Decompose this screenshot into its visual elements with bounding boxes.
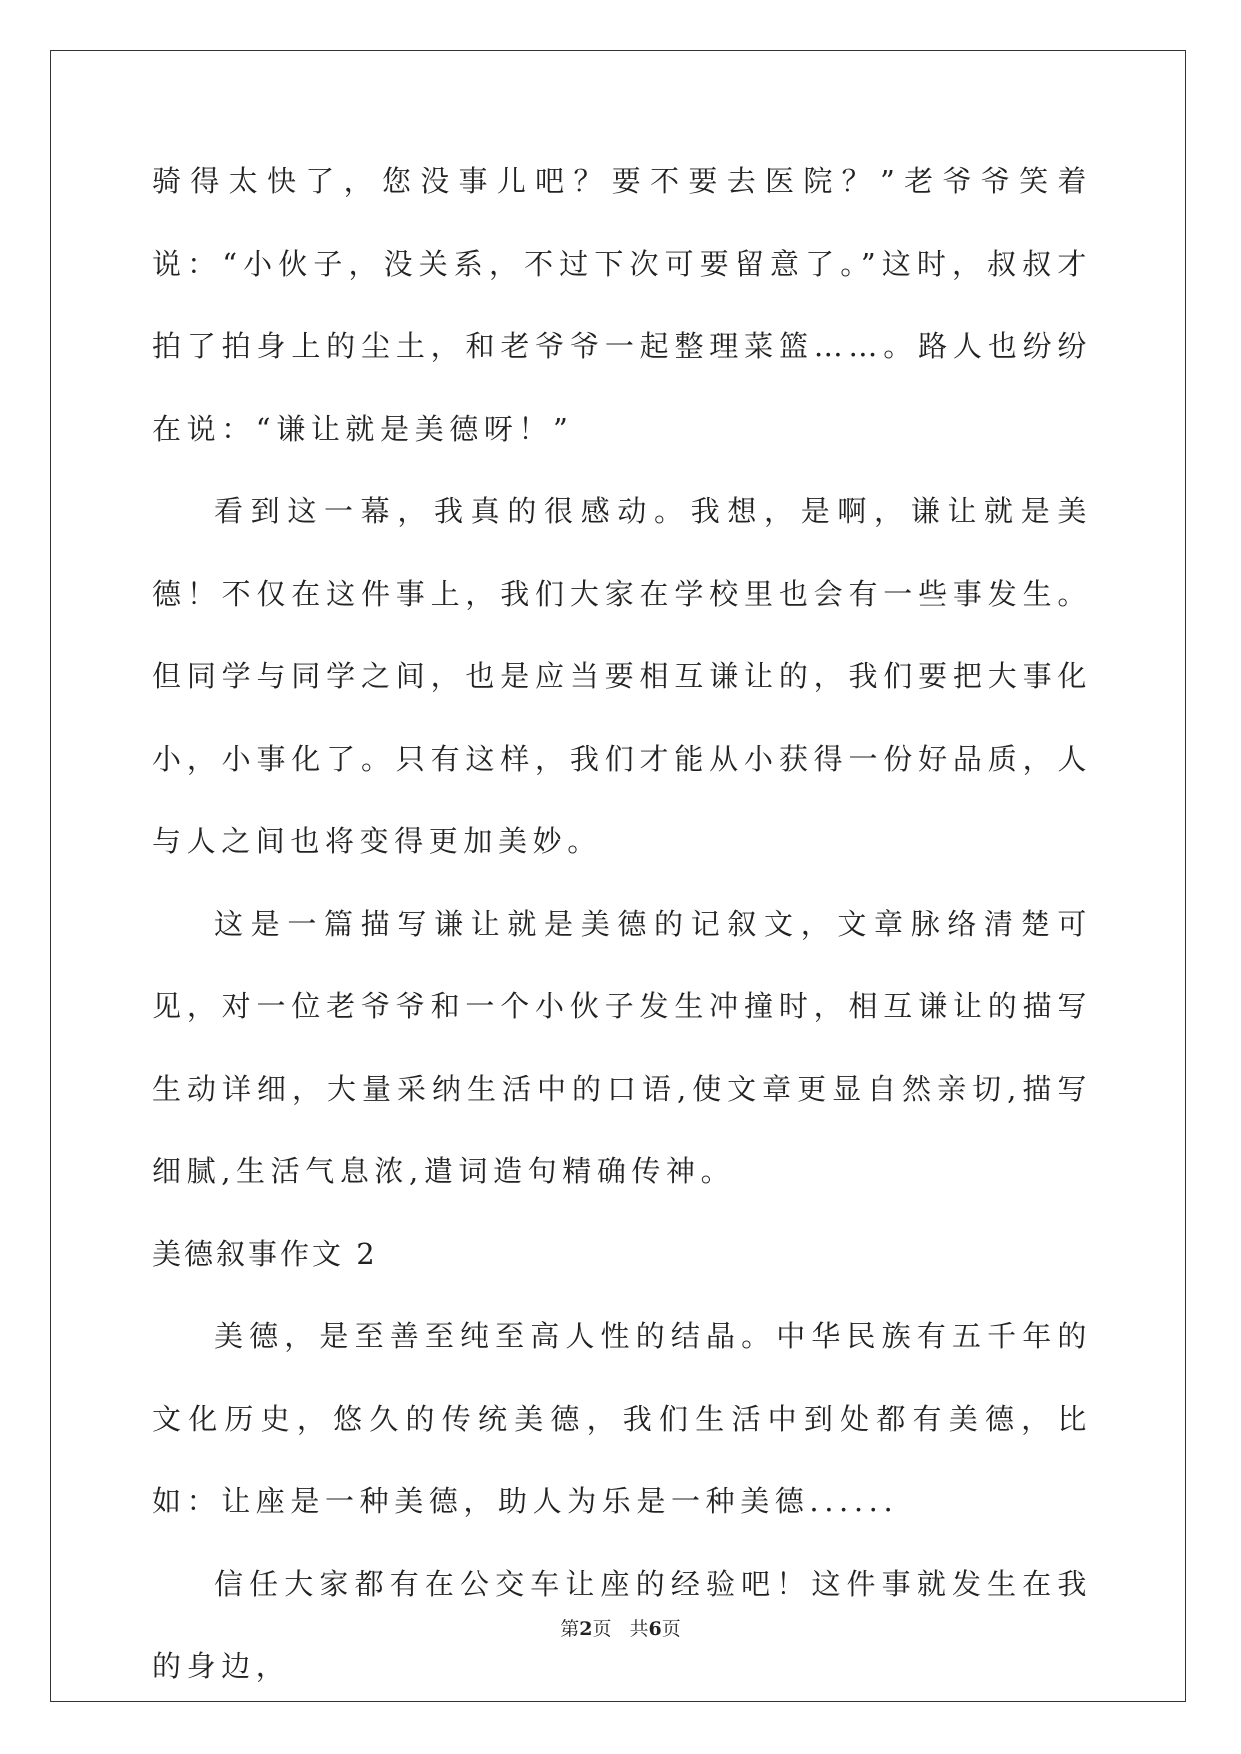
paragraph-4: 美德，是至善至纯至高人性的结晶。中华民族有五千年的文化历史，悠久的传统美德，我们生活中到处都有美德，比如：让座是一种美德，助人为乐是一种美德...... <box>152 1319 1092 1518</box>
paragraph-3: 这是一篇描写谦让就是美德的记叙文，文章脉络清楚可见，对一位老爷爷和一个小伙子发生冲撞时，相互谦让的描写生动详细，大量采纳生活中的口语,使文章更显自然亲切,描写细腻,生活气息浓,遣词造句精确传神。 <box>152 906 1092 1188</box>
footer-current-page: 2 <box>579 1618 593 1640</box>
paragraph-2: 看到这一幕，我真的很感动。我想，是啊，谦让就是美德！不仅在这件事上，我们大家在学校里也会有一些事发生。但同学与同学之间，也是应当要相互谦让的，我们要把大事化小，小事化了。只有这样，我们才能从小获得一份好品质，人与人之间也将变得更加美妙。 <box>152 494 1092 858</box>
section-heading: 美德叙事作文 2 <box>152 1236 378 1271</box>
paragraph-1: 骑得太快了，您没事儿吧？要不要去医院？”老爷爷笑着说：“小伙子，没关系，不过下次可要留意了。”这时，叔叔才拍了拍身上的尘土，和老爷爷一起整理菜篮……。路人也纷纷在说：“谦让就是美德呀！” <box>152 164 1092 446</box>
footer-total-suffix: 页 <box>661 1618 681 1640</box>
paragraph-5: 信任大家都有在公交车让座的经验吧！这件事就发生在我的身边， <box>152 1566 1092 1683</box>
footer-prefix: 第 <box>560 1618 580 1640</box>
document-body <box>152 140 1092 1708</box>
footer-page-word: 页 <box>592 1618 612 1640</box>
footer-total-pages: 6 <box>648 1618 662 1640</box>
footer-total-prefix: 共 <box>629 1618 649 1640</box>
page-footer <box>0 1614 1241 1641</box>
